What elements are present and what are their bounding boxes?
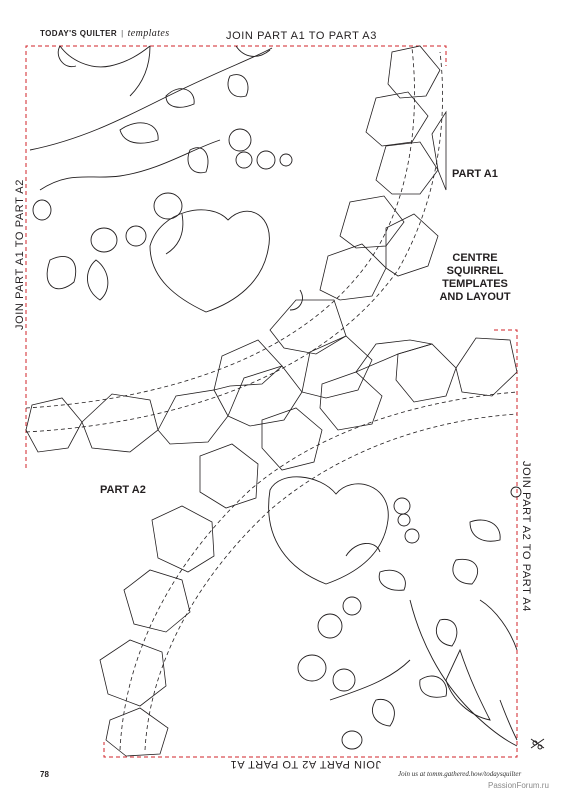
applique-motifs-part-a1 [30, 46, 302, 312]
hexagon-ring-part-a2 [100, 338, 517, 756]
layout-title-line: SQUIRREL [446, 265, 504, 277]
footer-note: Join us at tomm.gathered.how/todaysquilter [398, 770, 522, 778]
watermark: PassionForum.ru [488, 781, 549, 790]
scissors-icon [531, 739, 544, 749]
applique-motifs-part-a2 [269, 477, 521, 749]
join-instruction-bottom: JOIN PART A2 TO PART A1 [230, 758, 381, 770]
header-separator: | [121, 29, 124, 38]
part-a1-label: PART A1 [452, 168, 498, 180]
layout-title [420, 252, 530, 304]
part-a2-label: PART A2 [100, 484, 146, 496]
join-instruction-top: JOIN PART A1 TO PART A3 [226, 30, 377, 42]
join-instruction-left: JOIN PART A1 TO PART A2 [14, 179, 26, 330]
layout-title-line: AND LAYOUT [439, 291, 511, 303]
layout-title-line: CENTRE [452, 252, 498, 264]
cut-frame-part-a1 [26, 46, 446, 468]
magazine-name: TODAY'S QUILTER [40, 29, 118, 38]
hexagon-ring-part-a1 [26, 46, 446, 452]
section-name: templates [127, 28, 170, 39]
page-number: 78 [40, 770, 49, 779]
layout-title-line: TEMPLATES [442, 278, 508, 290]
join-instruction-right: JOIN PART A2 TO PART A4 [520, 461, 532, 612]
